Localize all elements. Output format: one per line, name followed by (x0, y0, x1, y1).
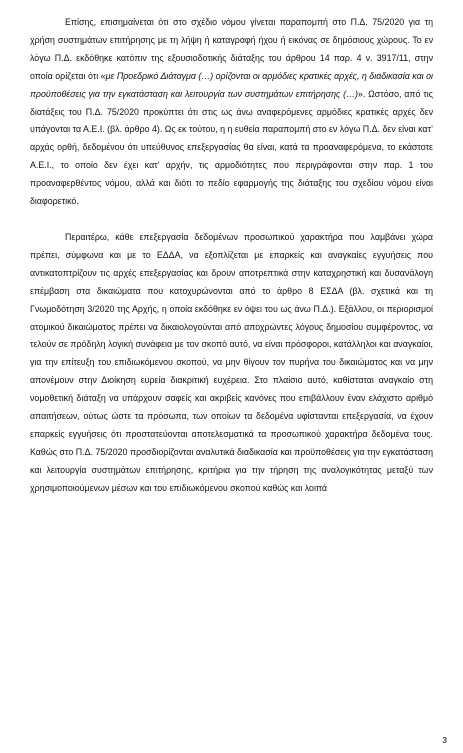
paragraph-1-quote: με Προεδρικό Διάταγμα (…) ορίζονται οι αρμόδιες κρατικές αρχές, η διαδικασία και οι προϋποθέσεις για την εγκατάσταση και λειτουργία των συστημάτων επιτήρησης (…) (30, 70, 433, 99)
paragraph-1-text-b: ». Ωστόσο, από τις διατάξεις του Π.Δ. 75/2020 προκύπτει ότι στις ως άνω αναφερόμενες αρμόδιες κρατικές αρχές δεν υπάγονται τα Α.Ε.Ι. (βλ. άρθρο 4). Ως εκ τούτου, η η ευθεία παραπομπή στο εν λόγω Π.Δ. δεν είναι κατ’ αρχάς ορθή, δεδομένου ότι υπεύθυνος επεξεργασίας θα είναι, κατά τα προαναφερόμενα, το εκάστοτε Α.Ε.Ι., το οποίο δεν έχει κατ’ αρχήν, τις αρμοδιότητες που περιγράφονται στην παρ. 1 του προαναφερθέντος νόμου, αλλά και διότι το πεδίο εφαρμογής της διάταξης του σχεδίου νόμου είναι διαφορετικό. (30, 88, 433, 207)
paragraph-1 (30, 14, 433, 211)
paragraph-1-text-a: Επίσης, επισημαίνεται ότι στο σχέδιο νόμου γίνεται παραπομπή στο Π.Δ. 75/2020 για τη χρήση συστημάτων επιτήρησης με τη λήψη ή καταγραφή ήχου ή εικόνας σε δημόσιους χώρους. Το εν λόγω Π.Δ. εκδόθηκε κατόπιν της εξουσιοδοτικής διάταξης του άρθρου 14 παρ. 4 ν. 3917/11, στην οποία ορίζεται ότι « (30, 17, 433, 81)
paragraph-2 (30, 229, 433, 498)
page-number: 3 (442, 735, 447, 745)
paragraph-2-text: Περαιτέρω, κάθε επεξεργασία δεδομένων προσωπικού χαρακτήρα που λαμβάνει χώρα πρέπει, σύμφωνα και με το ΕΔΔΑ, να εξοπλίζεται με επαρκείς και αναγκαίες εγγυήσεις που αντικατοπτρίζουν τις αρχές επεξεργασίας και δρουν αποτρεπτικά στην καταχρηστική και δυσανάλογη επέμβαση στα δικαιώματα που κατοχυρώνονται από το άρθρο 8 ΕΣΔΑ (βλ. σχετικά και τη Γνωμοδότηση 3/2020 της Αρχής, η οποία εκδόθηκε εν όψει του ως άνω Π.Δ.). Εξάλλου, οι περιορισμοί ατομικού δικαιώματος πρέπει να δικαιολογούνται από αποχρώντες λόγους δημοσίου συμφέροντος, να τελούν σε πρόδηλη λογική συνάφεια με τον σκοπό αυτό, να είναι πρόσφοροι, κατάλληλοι και αναγκαίοι, για την επίτευξη του επιδιωκόμενου σκοπού, να μην θίγουν τον πυρήνα του δικαιώματος και να μην απονέμουν στην Διοίκηση ευρεία διακριτική ευχέρεια. Στο πλαίσιο αυτό, καθίσταται αναγκαίο στη νομοθετική διάταξη να υπάρχουν σαφείς και ακριβείς κανόνες που επιβάλλουν έναν ελάχιστο αριθμό απαιτήσεων, ούτως ώστε τα πρόσωπα, των οποίων τα δεδομένα υφίστανται επεξεργασία, να έχουν επαρκείς εγγυήσεις ότι προστατεύονται αποτελεσματικά τα προσωπικού χαρακτήρα δεδομένα τους. Καθώς στο Π.Δ. 75/2020 προσδιορίζονται αναλυτικά διαδικασία και προϋποθέσεις για την εγκατάσταση και λειτουργία συστημάτων επιτήρησης, κριτήρια για την τήρηση της αναλογικότητας μεταξύ των χρησιμοποιούμενων μέσων και του επιδιωκόμενου σκοπού καθώς και λοιπά (30, 231, 433, 493)
